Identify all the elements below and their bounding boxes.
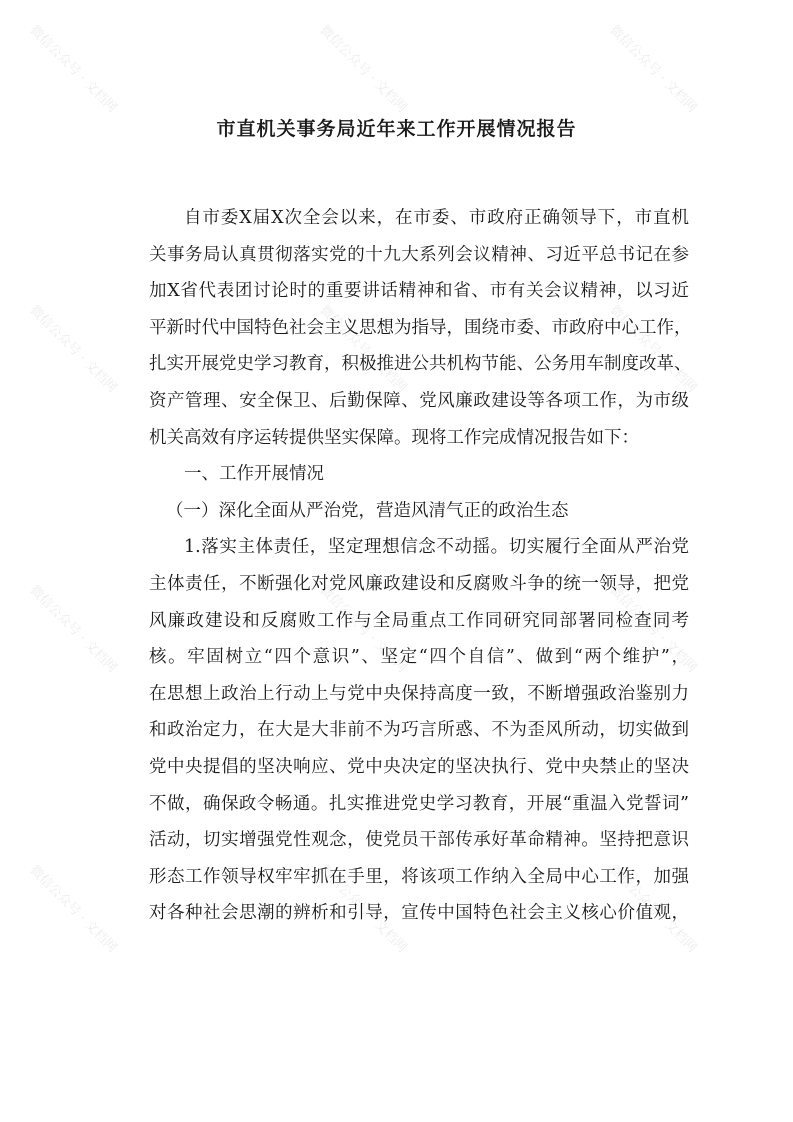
watermark-text: 微信公众号 · 文档网: [606, 582, 700, 676]
text-line: 在思想上政治上行动上与党中央保持高度一致，不断增强政治鉴别力: [149, 683, 689, 704]
watermark-text: 微信公众号 · 文档网: [26, 582, 120, 676]
watermark-text: 微信公众号 · 文档网: [316, 582, 410, 676]
watermark-text: 微信公众号 · 文档网: [316, 22, 410, 116]
watermark-text: 微信公众号 · 文档网: [606, 862, 700, 956]
watermark-text: 微信公众号 · 文档网: [26, 302, 120, 396]
text-line: 平新时代中国特色社会主义思想为指导，围绕市委、市政府中心工作，: [149, 317, 692, 338]
watermark-text: 微信公众号 · 文档网: [26, 862, 120, 956]
section-heading: 一、工作开展情况: [184, 464, 324, 485]
text-line: 活动，切实增强党性观念，使党员干部传承好革命精神。坚持把意识: [149, 830, 689, 851]
watermark-text: 微信公众号 · 文档网: [316, 302, 410, 396]
document-body: [149, 200, 692, 932]
text-line: 对各种社会思潮的辨析和引导，宣传中国特色社会主义核心价值观，: [149, 903, 689, 924]
text-line: 1.落实主体责任，坚定理想信念不动摇。切实履行全面从严治党: [184, 537, 689, 558]
text-line: 党中央提倡的坚决响应、党中央决定的坚决执行、党中央禁止的坚决: [149, 756, 689, 777]
text-line: 形态工作领导权牢牢抓在手里，将该项工作纳入全局中心工作，加强: [149, 866, 689, 887]
text-line: 风廉政建设和反腐败工作与全局重点工作同研究同部署同检查同考: [149, 610, 689, 631]
text-line: 加X省代表团讨论时的重要讲话精神和省、市有关会议精神，以习近: [149, 281, 689, 302]
text-line: 关事务局认真贯彻落实党的十九大系列会议精神、习近平总书记在参: [149, 244, 689, 265]
text-line: 主体责任，不断强化对党风廉政建设和反腐败斗争的统一领导，把党: [149, 573, 689, 594]
text-line: 不做，确保政令畅通。扎实推进党史学习教育，开展“重温入党誓词”: [149, 793, 689, 814]
watermark-text: 微信公众号 · 文档网: [606, 22, 700, 116]
watermark-text: 微信公众号 · 文档网: [26, 22, 120, 116]
text-line: 扎实开展党史学习教育，积极推进公共机构节能、公务用车制度改革、: [149, 354, 692, 375]
text-line: 自市委X届X次全会以来，在市委、市政府正确领导下，市直机: [184, 208, 689, 228]
text-line: 核。牢固树立“四个意识”、坚定“四个自信”、做到“两个维护”，: [149, 647, 689, 668]
document-title: 市直机关事务局近年来工作开展情况报告: [216, 118, 577, 140]
text-line: 资产管理、安全保卫、后勤保障、党风廉政建设等各项工作，为市级: [149, 390, 689, 411]
watermark-text: 微信公众号 · 文档网: [316, 862, 410, 956]
subsection-heading: （一）深化全面从严治党，营造风清气正的政治生态: [166, 500, 569, 521]
watermark-text: 微信公众号 · 文档网: [606, 302, 700, 396]
text-line: 和政治定力，在大是大非前不为巧言所惑、不为歪风所动，切实做到: [149, 720, 689, 741]
text-line: 机关高效有序运转提供坚实保障。现将工作完成情况报告如下：: [149, 427, 639, 448]
